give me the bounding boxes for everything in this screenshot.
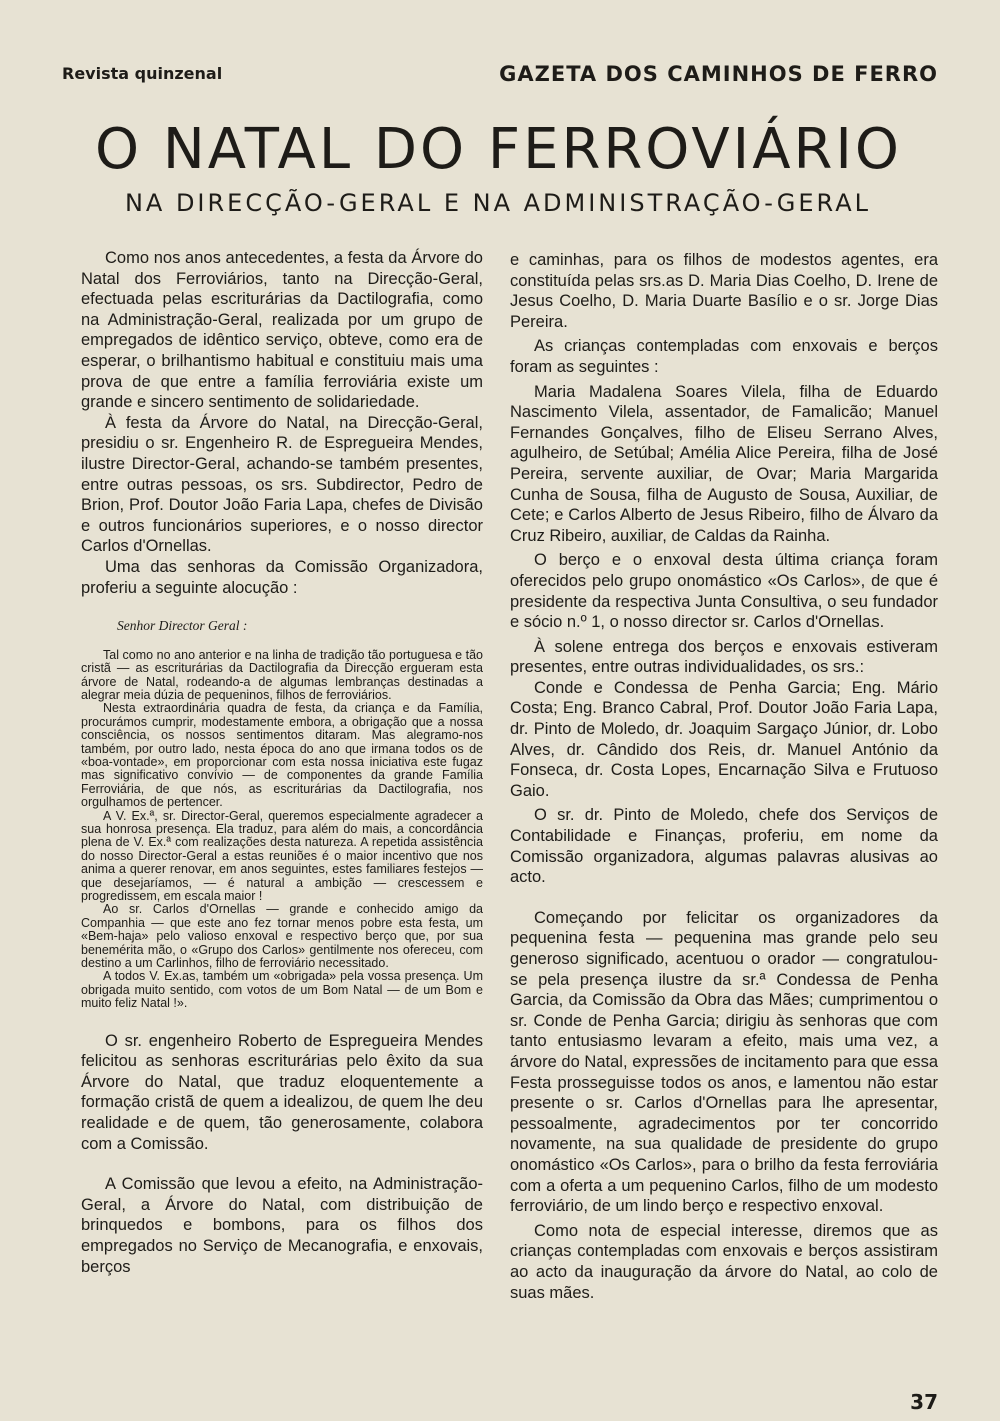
- paragraph: O berço e o enxoval desta última criança foram oferecidos pelo grupo onomástico «Os Carlos», de que é presidente da respectiva Junta Consultiva, o seu fundador e sócio n.º 1, o nosso director sr. Carlos d'Ornellas.: [510, 551, 938, 632]
- speech-paragraph: Tal como no ano anterior e na linha de tradição tão portuguesa e tão cristã — as escriturárias da Dactilografia da Direcção ergueram esta árvore de Natal, rodeando-a de algumas lembranças destinadas a alegrar meia dúzia de pequeninos, filhos de ferroviários.: [81, 647, 483, 702]
- publication-title: GAZETA DOS CAMINHOS DE FERRO: [499, 62, 938, 86]
- paragraph: À solene entrega dos berços e enxovais estiveram presentes, entre outras individualidades, os srs.:: [510, 637, 938, 677]
- paragraph: e caminhas, para os filhos de modestos agentes, era constituída pelas srs.as D. Maria Dias Coelho, D. Irene de Jesus Coelho, D. Maria Duarte Basílio e o sr. Jorge Dias Pereira.: [510, 251, 938, 331]
- paragraph: O sr. dr. Pinto de Moledo, chefe dos Serviços de Contabilidade e Finanças, proferiu, em nome da Comissão organizadora, algumas palavras alusivas ao acto.: [510, 806, 938, 887]
- speech-paragraph: A todos V. Ex.as, também um «obrigada» pela vossa presença. Um obrigada muito sentido, com votos de um Bom Natal — de um Bom e muito feliz Natal !».: [81, 969, 483, 1011]
- paragraph: Como nos anos antecedentes, a festa da Árvore do Natal dos Ferroviários, tanto na Direcção-Geral, efectuada pelas escriturárias da Dactilografia, como na Administração-Geral, realizada por um grupo de empregados de idêntico serviço, obteve, como era de esperar, o brilhantismo habitual e constituiu mais uma prova de que entre a família ferroviária existe um grande e sincero sentimento de solidariedade.: [81, 249, 483, 412]
- paragraph: O sr. engenheiro Roberto de Espregueira Mendes felicitou as senhoras escriturárias pelo êxito da sua Árvore do Natal, que traduz eloquentemente a formação cristã de quem a idealizou, de quem lhe deu realidade e de quem, tão generosamente, colabora com a Comissão.: [81, 1031, 483, 1153]
- children-list: Maria Madalena Soares Vilela, filha de Eduardo Nascimento Vilela, assentador, de Famalicão; Manuel Fernandes Gonçalves, filho de Eliseu Serrano Alves, agulheiro, de Setúbal; Amélia Alice Pereira, filha de José Pereira, servente auxiliar, de Ovar; Maria Margarida Cunha de Sousa, filha de Augusto de Sousa, Auxiliar, de Cete; e Carlos Alberto de Jesus Ribeiro, filho de Álvaro da Cruz Ribeiro, auxiliar, de Caldas da Rainha.: [510, 382, 938, 545]
- running-header: [62, 60, 938, 88]
- speech-salutation: Senhor Director Geral :: [117, 618, 248, 634]
- paragraph: A Comissão que levou a efeito, na Administração-Geral, a Árvore do Natal, com distribuição de brinquedos e bombons, para os filhos dos empregados no Serviço de Mecanografia, e enxovais, berços: [81, 1175, 483, 1276]
- paragraph: À festa da Árvore do Natal, na Direcção-Geral, presidiu o sr. Engenheiro R. de Espregueira Mendes, ilustre Director-Geral, achando-se também presentes, entre outras pessoas, os srs. Subdirector, Pedro de Brion, Prof. Doutor João Faria Lapa, chefes de Divisão e outros funcionários superiores, e o nosso director Carlos d'Ornellas.: [81, 413, 483, 556]
- speech-paragraph: Ao sr. Carlos d'Ornellas — grande e conhecido amigo da Companhia — que este ano fez tornar menos pobre esta festa, um «Bem-haja» pelo valioso enxoval e respectivo berço que, por sua benemérita mão, o «Grupo dos Carlos» gentilmente nos ofereceu, com destino a um Carlinhos, filho de ferroviário necessitado.: [81, 902, 483, 971]
- paragraph: Uma das senhoras da Comissão Organizadora, proferiu a seguinte alocução :: [81, 557, 483, 597]
- speech-block: [81, 649, 483, 1011]
- left-column: [81, 248, 483, 1277]
- article-subtitle: NA DIRECÇÃO-GERAL E NA ADMINISTRAÇÃO-GERAL: [124, 189, 872, 217]
- attendees-list: Conde e Condessa de Penha Garcia; Eng. Mário Costa; Eng. Branco Cabral, Prof. Doutor João Faria Lapa, dr. Pinto de Moledo, dr. Joaquim Sargaço Júnior, dr. Lobo Alves, dr. Cândido dos Reis, dr. Manuel António da Fonseca, dr. Costa Lopes, Encarnação Silva e Frutuoso Gaio.: [510, 678, 938, 800]
- page-number: 37: [910, 1390, 938, 1414]
- publication-frequency: Revista quinzenal: [62, 64, 223, 83]
- paragraph: Como nota de especial interesse, diremos que as crianças contempladas com enxovais e berços assistiram ao acto da inauguração da árvore do Natal, ao colo de suas mães.: [510, 1221, 938, 1302]
- speech-paragraph: A V. Ex.ª, sr. Director-Geral, queremos especialmente agradecer a sua honrosa presença. Ela traduz, para além do mais, a concordância plena de V. Ex.ª com realizações desta natureza. A repetida assistência do nosso Director-Geral a estas reuniões é o maior incentivo que nos anima a querer renovar, em anos seguintes, estes familiares festejos — que desejaríamos, — é natural a ambição — crescessem e progredissem, em escala maior !: [81, 808, 483, 903]
- right-column: [510, 250, 938, 1303]
- paragraph: As crianças contempladas com enxovais e berços foram as seguintes :: [510, 337, 938, 376]
- paragraph: Começando por felicitar os organizadores da pequenina festa — pequenina mas grande pelo seu generoso significado, acentuou o orador — congratulou-se pela presença ilustre da sr.ª Condessa de Penha Garcia, da Comissão da Obra das Mães; cumprimentou o sr. Conde de Penha Garcia; dirigiu às senhoras que com tanto entusiasmo levaram a efeito, mais uma vez, a árvore do Natal, expressões de incitamento para que essa Festa prosseguisse todos os anos, e lamentou não estar presente o sr. Carlos d'Ornellas para lhe apresentar, pessoalmente, agradecimentos por ter concorrido novamente, na sua qualidade de presidente do grupo onomástico «Os Carlos», para o brilho da festa ferroviária com a oferta a um pequenino Carlos, filho de um modesto ferroviário, de um lindo berço e respectivo enxoval.: [510, 908, 938, 1216]
- speech-paragraph: Nesta extraordinária quadra de festa, da criança e da Família, procurámos cumprir, modestamente embora, a obrigação que a nossa consciência, os nossos sentimentos ditaram. Mas alegramo-nos também, por outro lado, nesta época do ano que irmana todos os de «boa-vontade», em proporcionar com esta nossa iniciativa este fugaz mas significativo convívio — de componentes da grande Família Ferroviária, de que nós, as escriturárias da Dactilografia, nos orgulhamos de pertencer.: [81, 701, 483, 810]
- article-title: O NATAL DO FERROVIÁRIO: [94, 117, 903, 182]
